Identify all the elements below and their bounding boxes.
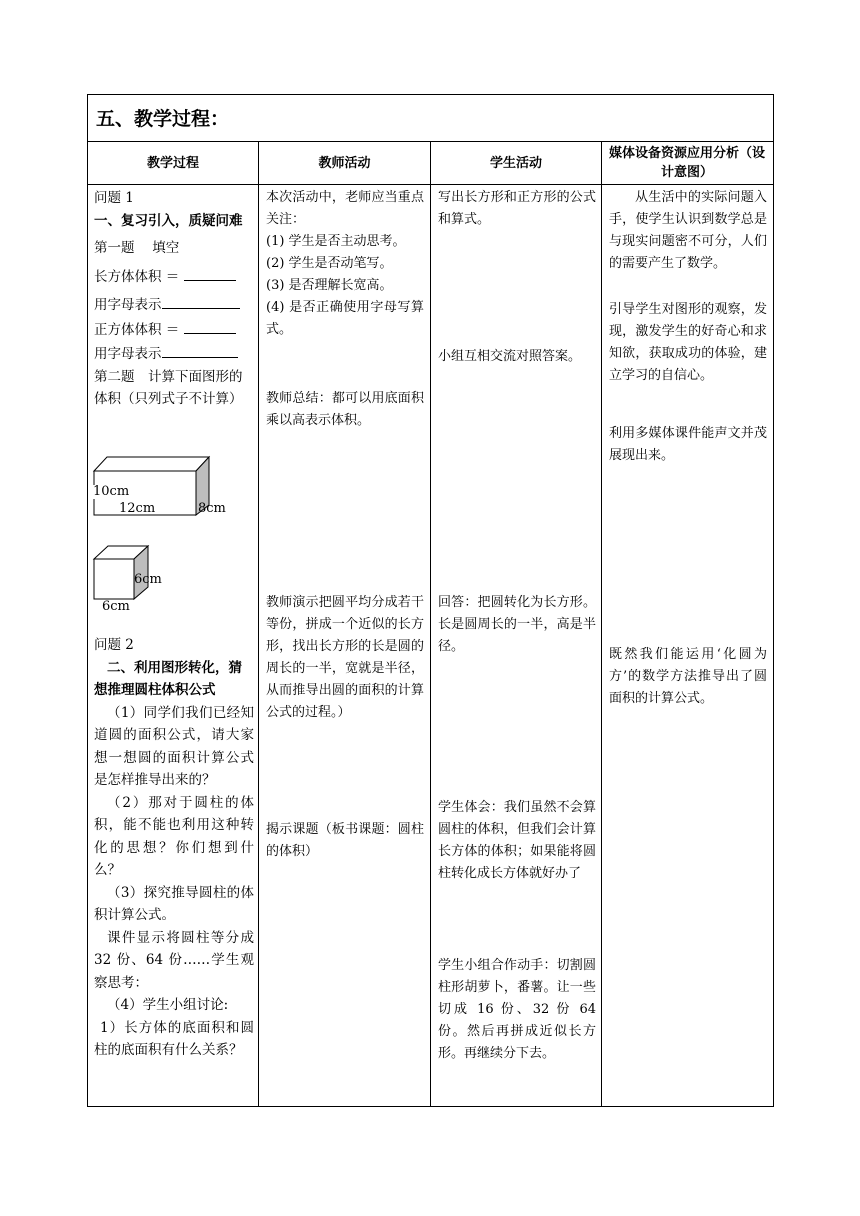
cube-height-label: 6cm [134, 572, 162, 587]
cube-volume-label: 正方体体积 ＝ [94, 321, 180, 338]
step-2: （2）那对于圆柱的体积，能不能也利用这种转化的思想？你们想到什么？ [94, 794, 254, 878]
cuboid-length-label: 12cm [119, 501, 156, 516]
letter-label-1: 用字母表示 [94, 297, 162, 313]
header-teacher: 教师活动 [318, 155, 371, 171]
column-divider [430, 142, 431, 1106]
student-group-work: 学生小组合作动手：切割圆柱形胡萝卜，番薯。让一些切成 16 份、32 份 64 份。然后再拼成近似长方形。再继续分下去。 [438, 958, 596, 1061]
header-media: 媒体设备资源应用分析（设计意图） [608, 146, 765, 180]
student-insight: 学生体会：我们虽然不会算圆柱的体积，但我们会计算长方体的体积；如果能将圆柱转化成长方体就好办了 [438, 800, 596, 881]
question-2-label: 问题 2 [94, 637, 134, 653]
step-4: 课件显示将圆柱等分成 32 份、64 份……学生观察思考： [94, 929, 254, 991]
teacher-topic: 揭示课题（板书课题：圆柱的体积） [266, 822, 424, 859]
letter-label-2: 用字母表示 [94, 346, 162, 362]
blank [184, 264, 236, 281]
media-analysis-1: 从生活中的实际问题入手，使学生认识到数学总是与现实问题密不可分，人们的需要产生了数学。 [609, 190, 767, 271]
header-student: 学生活动 [489, 155, 542, 171]
student-write: 写出长方形和正方形的公式和算式。 [438, 190, 596, 227]
header-process: 教学过程 [146, 155, 199, 171]
teacher-focus-1: (1) 学生是否主动思考。 [266, 234, 406, 249]
blank [184, 317, 236, 334]
step-6: 1）长方体的底面积和圆柱的底面积有什么关系？ [94, 1019, 254, 1058]
teacher-focus-3: (3) 是否理解长宽高。 [266, 278, 393, 293]
media-analysis-4: 既然我们能运用‘化圆为方’的数学方法推导出了圆面积的计算公式。 [609, 647, 767, 706]
fill-title: 第一题 填空 [94, 240, 180, 256]
cuboid-width-label: 8cm [198, 501, 226, 516]
question-1-title: 一、复习引入，质疑问难 [94, 212, 243, 229]
cube-width-label: 6cm [102, 599, 130, 614]
letter-line-2 [94, 341, 254, 366]
teacher-summary: 教师总结：都可以用底面积乘以高表示体积。 [266, 391, 424, 428]
column-divider [601, 142, 602, 1106]
blank [162, 292, 240, 309]
question-1-label: 问题 1 [94, 190, 134, 206]
media-analysis-2: 引导学生对图形的观察，发现，激发学生的好奇心和求知欲，获取成功的体验，建立学习的自信心。 [609, 302, 767, 383]
cuboid-volume-line [94, 264, 254, 289]
teacher-column [266, 187, 424, 341]
question-2-title: 二、利用图形转化，猜想推理圆柱体积公式 [94, 659, 242, 698]
teacher-focus-4: (4) 是否正确使用字母写算式。 [266, 300, 424, 337]
student-exchange: 小组互相交流对照答案。 [438, 349, 582, 364]
column-divider [258, 142, 259, 1106]
step-5: （4）学生小组讨论: [107, 997, 229, 1013]
title-row [88, 95, 773, 142]
process-column-part2 [94, 634, 254, 1062]
cube-volume-line [94, 317, 254, 342]
step-1: （1）同学们我们已经知道圆的面积公式，请大家想一想圆的面积计算公式是怎样推导出来的？ [94, 704, 254, 788]
media-analysis-3: 利用多媒体课件能声文并茂展现出来。 [609, 426, 767, 463]
letter-line-1 [94, 292, 254, 317]
header-divider [88, 184, 773, 185]
step-3: （3）探究推导圆柱的体积计算公式。 [94, 884, 254, 923]
question-2-text: 第二题 计算下面图形的体积（只列式子不计算） [94, 368, 243, 407]
teacher-demo: 教师演示把圆平均分成若干等份，拼成一个近似的长方形，找出长方形的长是圆的周长的一半，宽就是半径，从而推导出圆的面积的计算公式的过程。） [266, 595, 424, 720]
section-title: 五、教学过程： [96, 108, 230, 130]
blank [162, 341, 238, 358]
cuboid-volume-label: 长方体体积 ＝ [94, 268, 180, 285]
process-column [94, 187, 254, 411]
teacher-focus-intro: 本次活动中，老师应当重点关注： [266, 190, 424, 227]
teaching-process-table [87, 94, 774, 1107]
student-answer: 回答：把圆转化为长方形。长是圆周长的一半，高是半径。 [438, 595, 596, 654]
cuboid-height-label: 10cm [93, 484, 130, 499]
teacher-focus-2: (2) 学生是否动笔写。 [266, 256, 393, 271]
